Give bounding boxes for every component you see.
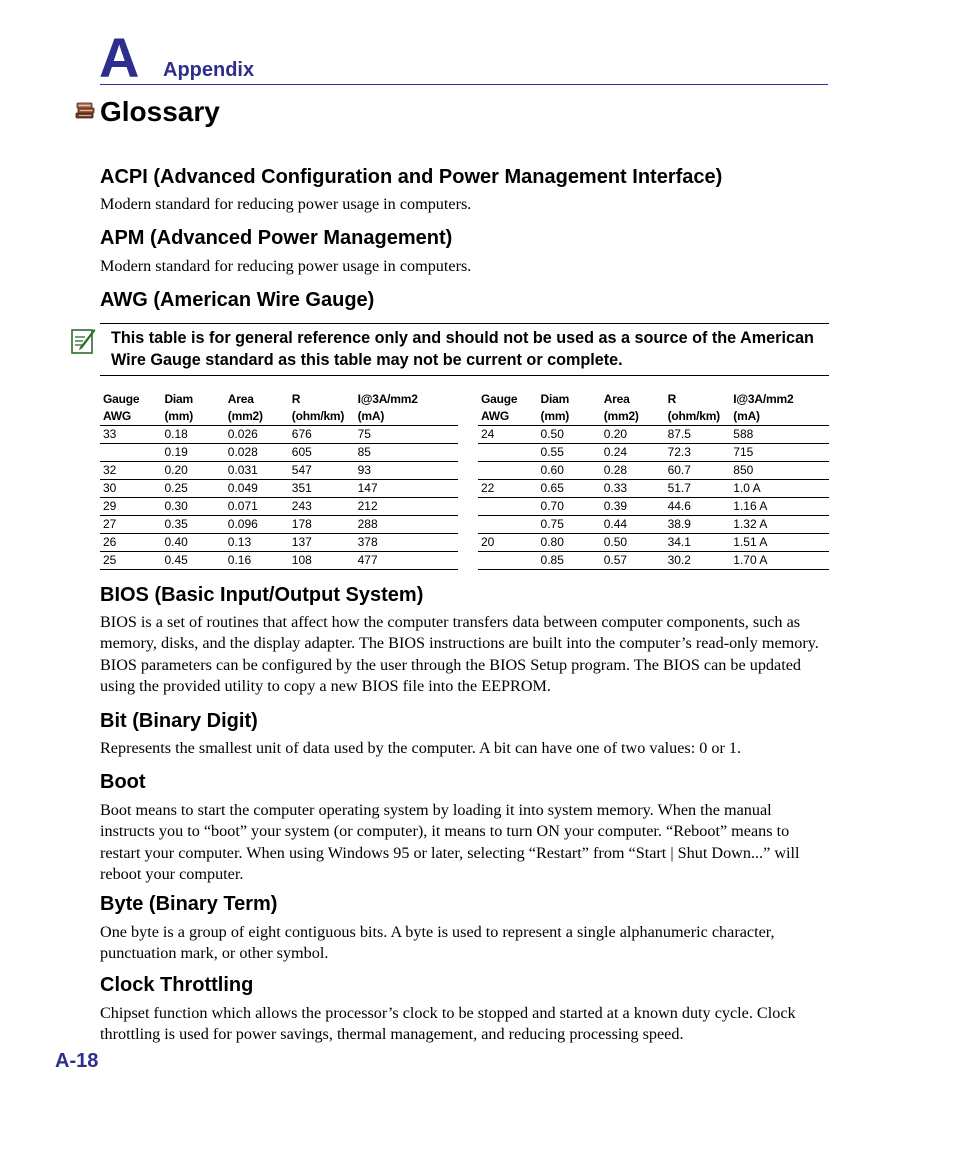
table-cell: 72.3 [665, 444, 731, 462]
table-cell: 288 [355, 516, 458, 534]
table-cell: 1.0 A [730, 480, 829, 498]
table-cell: 378 [355, 534, 458, 552]
table-cell: 0.40 [161, 534, 224, 552]
table-cell: 0.35 [161, 516, 224, 534]
table-cell: 1.16 A [730, 498, 829, 516]
column-header-line: AWG [481, 409, 510, 423]
column-header-line: Area [227, 392, 254, 406]
table-cell: 75 [355, 426, 458, 444]
column-header-line: (ohm/km) [291, 409, 345, 423]
table-cell: 0.80 [538, 534, 601, 552]
column-header-line: I@3A/mm2 [733, 392, 794, 406]
column-header-line: (mm) [164, 409, 193, 423]
column-header [478, 391, 538, 426]
table-cell: 30.2 [665, 552, 731, 570]
table-cell: 0.20 [601, 426, 665, 444]
table-cell: 0.049 [225, 480, 289, 498]
column-header-line: AWG [103, 409, 132, 423]
table-cell: 24 [478, 426, 538, 444]
book-stack-icon [74, 99, 96, 121]
table-row [478, 516, 829, 534]
table-cell: 34.1 [665, 534, 731, 552]
table-cell: 0.70 [538, 498, 601, 516]
table-cell: 0.33 [601, 480, 665, 498]
table-cell: 0.18 [161, 426, 224, 444]
table-cell: 0.57 [601, 552, 665, 570]
page-number: A-18 [55, 1050, 99, 1072]
term-apm: APM (Advanced Power Management) [100, 227, 453, 249]
table-cell: 0.75 [538, 516, 601, 534]
column-header-line: Gauge [481, 392, 518, 406]
header-divider [100, 84, 828, 85]
table-cell: 27 [100, 516, 161, 534]
table-cell: 1.51 A [730, 534, 829, 552]
table-row [478, 498, 829, 516]
table-cell: 0.30 [161, 498, 224, 516]
table-cell: 137 [289, 534, 355, 552]
table-cell: 20 [478, 534, 538, 552]
table-cell: 87.5 [665, 426, 731, 444]
term-acpi: ACPI (Advanced Configuration and Power Management Interface) [100, 166, 723, 188]
table-cell: 0.44 [601, 516, 665, 534]
table-row [100, 462, 458, 480]
term-awg: AWG (American Wire Gauge) [100, 289, 375, 311]
table-row [100, 498, 458, 516]
table-row [478, 552, 829, 570]
table-cell [478, 498, 538, 516]
table-cell: 605 [289, 444, 355, 462]
definition-byte: One byte is a group of eight contiguous bits. A byte is used to represent a single alphanumeric character, punctuation mark, or other symbol. [100, 923, 775, 963]
table-row [478, 444, 829, 462]
definition-acpi: Modern standard for reducing power usage in computers. [100, 195, 472, 213]
table-cell: 351 [289, 480, 355, 498]
column-header-line: Diam [164, 392, 193, 406]
table-cell: 547 [289, 462, 355, 480]
table-cell: 0.20 [161, 462, 224, 480]
table-cell: 0.24 [601, 444, 665, 462]
column-header [601, 391, 665, 426]
table-cell: 0.096 [225, 516, 289, 534]
table-row [478, 426, 829, 444]
column-header-line: (mA) [733, 409, 760, 423]
column-header [355, 391, 458, 426]
appendix-letter: A [99, 26, 140, 89]
column-header [225, 391, 289, 426]
column-header [289, 391, 355, 426]
table-row [100, 480, 458, 498]
awg-table-right [478, 391, 829, 570]
table-cell: 850 [730, 462, 829, 480]
table-cell [478, 516, 538, 534]
table-cell: 0.028 [225, 444, 289, 462]
note-divider-bottom [100, 375, 829, 376]
table-cell [478, 462, 538, 480]
table-cell: 715 [730, 444, 829, 462]
table-cell: 477 [355, 552, 458, 570]
definition-clock-throttling: Chipset function which allows the processor’s clock to be stopped and started at a known duty cycle. Clock throttling is used for power savings, thermal management, and reducing processing speed. [100, 1004, 796, 1044]
table-cell: 0.39 [601, 498, 665, 516]
table-cell: 147 [355, 480, 458, 498]
table-cell: 93 [355, 462, 458, 480]
table-cell: 1.32 A [730, 516, 829, 534]
definition-boot: Boot means to start the computer operating system by loading it into system memory. When the manual instructs you to “boot” your system (or computer), it means to turn ON your computer. “Reboot” means to restart your computer. When using Windows 95 or later, selecting “Restart” from “Start | Shut Down...” will reboot your computer. [100, 801, 800, 883]
column-header-line: Diam [540, 392, 570, 406]
table-cell: 0.031 [225, 462, 289, 480]
term-clock-throttling: Clock Throttling [100, 974, 254, 996]
table-cell: 44.6 [665, 498, 731, 516]
table-cell: 0.071 [225, 498, 289, 516]
table-row [478, 480, 829, 498]
column-header [730, 391, 829, 426]
table-cell: 51.7 [665, 480, 731, 498]
table-cell: 29 [100, 498, 161, 516]
term-bios: BIOS (Basic Input/Output System) [100, 584, 424, 606]
table-cell: 588 [730, 426, 829, 444]
table-cell [478, 552, 538, 570]
page-title: Glossary [100, 96, 220, 127]
column-header-line: Gauge [103, 392, 140, 406]
table-cell: 0.19 [161, 444, 224, 462]
table-cell: 0.13 [225, 534, 289, 552]
table-cell: 0.50 [538, 426, 601, 444]
table-cell: 0.50 [601, 534, 665, 552]
table-cell: 32 [100, 462, 161, 480]
table-cell: 22 [478, 480, 538, 498]
table-cell: 0.55 [538, 444, 601, 462]
table-row [100, 444, 458, 462]
appendix-title: Appendix [163, 59, 255, 81]
term-boot: Boot [100, 771, 146, 793]
column-header-line: (mm) [540, 409, 570, 423]
table-row [100, 534, 458, 552]
column-header-line: (mm2) [603, 409, 639, 423]
table-row [100, 552, 458, 570]
column-header-line: (ohm/km) [667, 409, 720, 423]
table-cell: 1.70 A [730, 552, 829, 570]
term-byte: Byte (Binary Term) [100, 893, 278, 915]
definition-bios: BIOS is a set of routines that affect how the computer transfers data between computer components, such as memory, disks, and the display adapter. The BIOS instructions are built into the computer’s read-only memory. BIOS parameters can be configured by the user through the BIOS Setup program. The BIOS can be updated using the provided utility to copy a new BIOS file into the EEPROM. [100, 613, 819, 695]
table-cell [100, 444, 161, 462]
table-cell: 25 [100, 552, 161, 570]
column-header-line: I@3A/mm2 [357, 392, 418, 406]
table-cell: 676 [289, 426, 355, 444]
column-header-line: R [291, 392, 301, 406]
column-header [100, 391, 161, 426]
table-cell: 0.28 [601, 462, 665, 480]
column-header-line: Area [603, 392, 630, 406]
term-bit: Bit (Binary Digit) [100, 710, 258, 732]
column-header-line: (mA) [357, 409, 385, 423]
table-cell: 243 [289, 498, 355, 516]
table-cell: 108 [289, 552, 355, 570]
definition-apm: Modern standard for reducing power usage in computers. [100, 257, 472, 275]
column-header [161, 391, 224, 426]
table-cell: 38.9 [665, 516, 731, 534]
table-cell: 0.25 [161, 480, 224, 498]
table-cell: 85 [355, 444, 458, 462]
table-cell: 0.85 [538, 552, 601, 570]
table-row [478, 534, 829, 552]
table-cell: 212 [355, 498, 458, 516]
table-row [100, 426, 458, 444]
table-cell: 178 [289, 516, 355, 534]
column-header-line: (mm2) [227, 409, 263, 423]
notepad-icon [70, 325, 96, 355]
table-cell: 30 [100, 480, 161, 498]
awg-note: This table is for general reference only and should not be used as a source of the American Wire Gauge standard as this table may not be current or complete. [111, 329, 814, 369]
column-header [538, 391, 601, 426]
table-row [478, 462, 829, 480]
table-cell: 0.65 [538, 480, 601, 498]
table-cell: 26 [100, 534, 161, 552]
column-header [665, 391, 731, 426]
table-row [100, 516, 458, 534]
table-cell: 0.60 [538, 462, 601, 480]
note-divider-top [100, 323, 829, 324]
table-cell [478, 444, 538, 462]
table-cell: 60.7 [665, 462, 731, 480]
table-cell: 0.16 [225, 552, 289, 570]
table-cell: 0.45 [161, 552, 224, 570]
table-cell: 33 [100, 426, 161, 444]
awg-table-left [100, 391, 458, 570]
column-header-line: R [667, 392, 677, 406]
table-cell: 0.026 [225, 426, 289, 444]
definition-bit: Represents the smallest unit of data used by the computer. A bit can have one of two values: 0 or 1. [100, 739, 742, 757]
